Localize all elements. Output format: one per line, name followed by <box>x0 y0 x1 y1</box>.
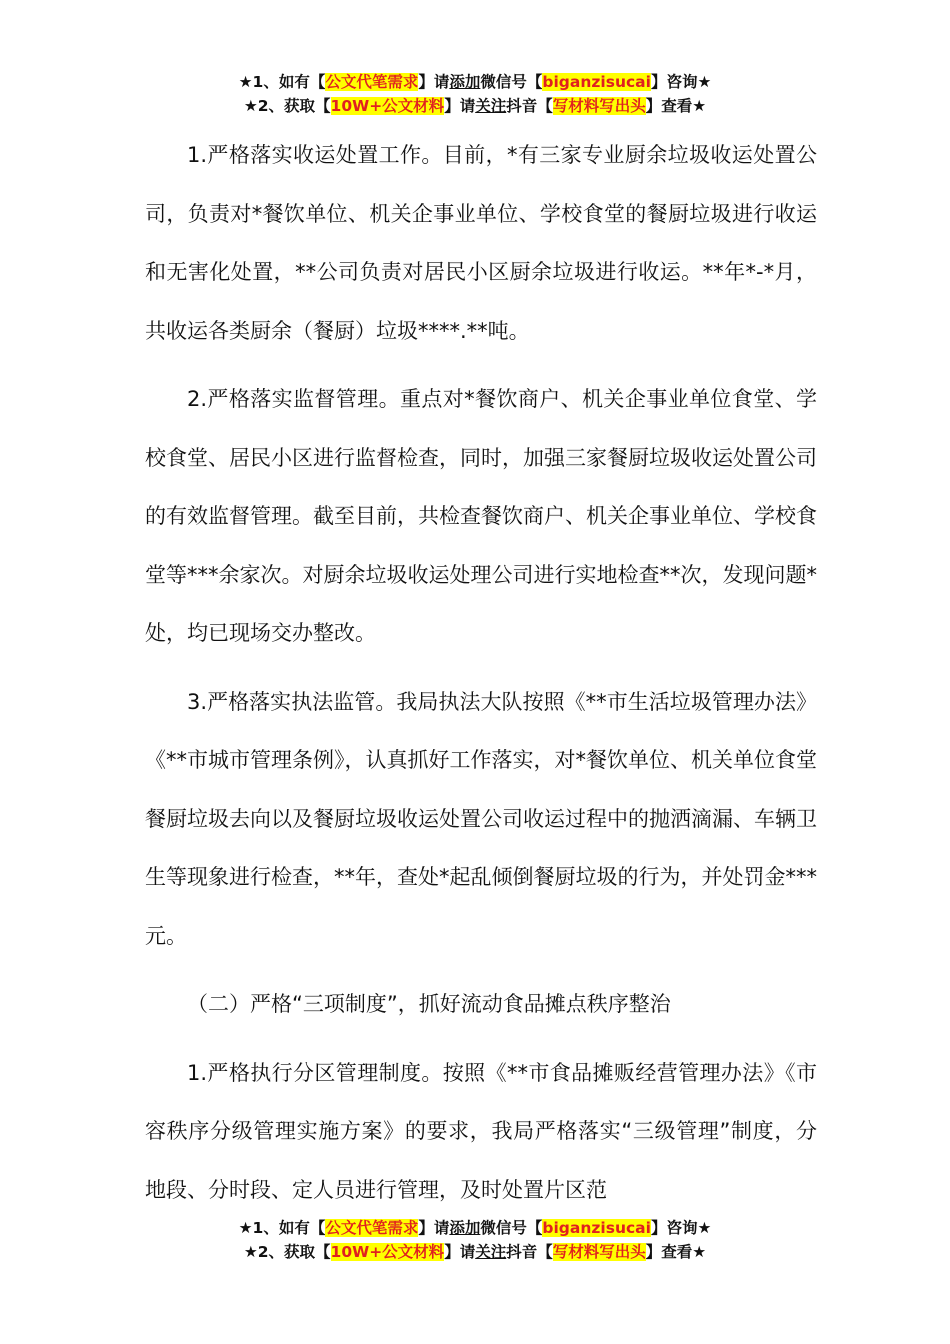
banner-line-2: ★2、获取【10W+公文材料】请关注抖音【写材料写出头】查看★ <box>243 1243 707 1261</box>
paragraph-collection-disposal: 1.严格落实收运处置工作。目前，*有三家专业厨余垃圾收运处置公司，负责对*餐饮单位、机关企事业单位、学校食堂的餐厨垃圾进行收运和无害化处置，**公司负责对居民小区厨余垃圾进行收运。**年*-*月，共收运各类厨余（餐厨）垃圾****.**吨。 <box>145 143 817 343</box>
banner-line-1: ★1、如有【公文代笔需求】请添加微信号【biganzisucai】咨询★ <box>238 73 712 91</box>
banner-highlight: 公文代笔需求 <box>325 73 419 91</box>
paragraph-supervision: 2.严格落实监督管理。重点对*餐饮商户、机关企事业单位食堂、学校食堂、居民小区进行监督检查，同时，加强三家餐厨垃圾收运处置公司的有效监督管理。截至目前，共检查餐饮商户、机关企事业单位、学校食堂等***余家次。对厨余垃圾收运处理公司进行实地检查**次，发现问题*处，均已现场交办整改。 <box>145 387 817 645</box>
banner-highlight: 写材料写出头 <box>552 1243 646 1261</box>
paragraph-zoning-management: 1.严格执行分区管理制度。按照《**市食品摊贩经营管理办法》《市容秩序分级管理实施方案》的要求，我局严格落实“三级管理”制度，分地段、分时段、定人员进行管理，及时处置片区范 <box>145 1060 817 1202</box>
banner-highlight: biganzisucai <box>542 1219 651 1237</box>
banner-highlight: 10W+公文材料 <box>330 97 445 115</box>
section-heading-three-systems: （二）严格“三项制度”，抓好流动食品摊点秩序整治 <box>187 992 671 1016</box>
banner-highlight: 写材料写出头 <box>552 97 646 115</box>
banner-highlight: 10W+公文材料 <box>330 1243 445 1261</box>
banner-line-1: ★1、如有【公文代笔需求】请添加微信号【biganzisucai】咨询★ <box>238 1219 712 1237</box>
banner-line-2: ★2、获取【10W+公文材料】请关注抖音【写材料写出头】查看★ <box>243 97 707 115</box>
document-body <box>145 126 817 1219</box>
paragraph-law-enforcement: 3.严格落实执法监管。我局执法大队按照《**市生活垃圾管理办法》《**市城市管理条例》，认真抓好工作落实，对*餐饮单位、机关单位食堂餐厨垃圾去向以及餐厨垃圾收运处置公司收运过程中的抛洒滴漏、车辆卫生等现象进行检查，**年，查处*起乱倾倒餐厨垃圾的行为，并处罚金***元。 <box>145 689 817 948</box>
banner-highlight: biganzisucai <box>542 73 651 91</box>
banner-highlight: 公文代笔需求 <box>325 1219 419 1237</box>
footer-banner <box>0 1216 950 1264</box>
header-banner <box>0 70 950 118</box>
